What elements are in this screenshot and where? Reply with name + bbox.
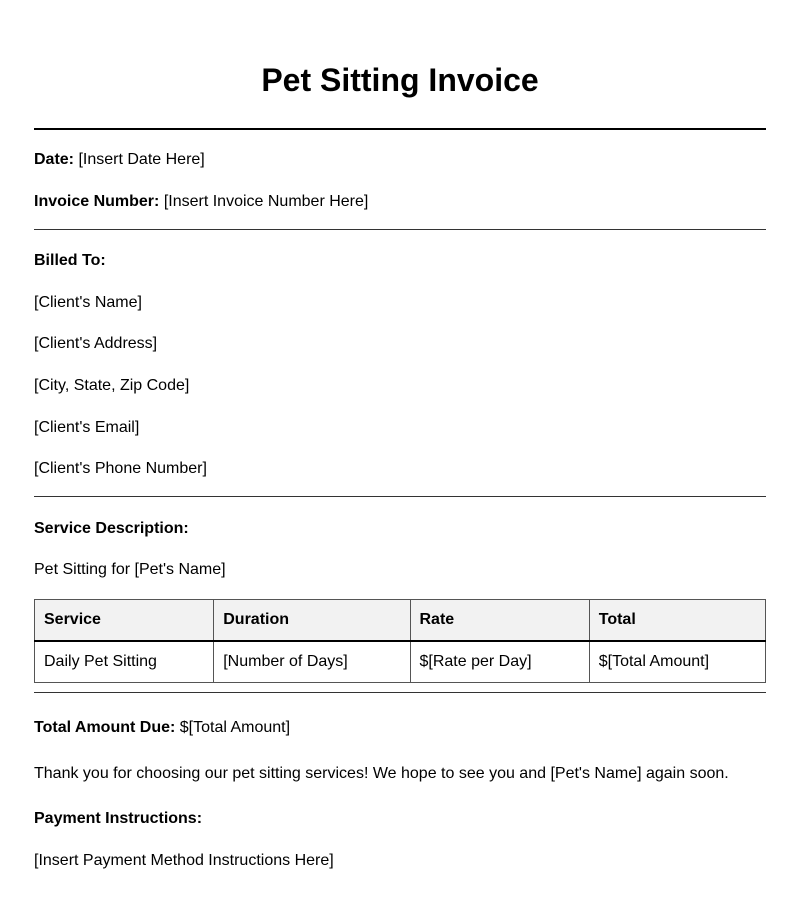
total-due-value: $[Total Amount] (179, 719, 291, 736)
client-address: [Client's Address] (34, 335, 158, 352)
page-title: Pet Sitting Invoice (261, 62, 539, 98)
title-divider (34, 128, 766, 130)
table-divider (34, 692, 766, 693)
service-description-label: Service Description: (34, 520, 189, 537)
billed-to-divider (34, 496, 766, 497)
date-line (34, 150, 205, 170)
payment-instructions-heading (34, 809, 202, 829)
meta-divider (34, 229, 766, 230)
date-value: [Insert Date Here] (78, 151, 205, 168)
header-total: Total (589, 600, 765, 641)
client-city-state-zip: [City, State, Zip Code] (34, 377, 190, 394)
thank-you-message: Thank you for choosing our pet sitting services! We hope to see you and [Pet's Name] again soon. (34, 765, 729, 782)
payment-instructions-label: Payment Instructions: (34, 810, 203, 827)
service-description-heading (34, 519, 189, 539)
invoice-number-value: [Insert Invoice Number Here] (163, 193, 369, 210)
service-description-text: Pet Sitting for [Pet's Name] (34, 561, 226, 578)
table-row (35, 641, 766, 683)
billed-to-heading (34, 251, 106, 271)
client-email: [Client's Email] (34, 419, 140, 436)
date-label: Date: (34, 151, 75, 168)
invoice-number-line (34, 192, 368, 212)
cell-total: $[Total Amount] (589, 641, 765, 683)
table-header-row (35, 600, 766, 641)
billed-to-label: Billed To: (34, 252, 106, 269)
client-name: [Client's Name] (34, 294, 142, 311)
header-duration: Duration (214, 600, 410, 641)
header-service: Service (35, 600, 214, 641)
total-due-line (34, 718, 290, 738)
cell-duration: [Number of Days] (214, 641, 410, 683)
header-rate: Rate (410, 600, 589, 641)
cell-rate: $[Rate per Day] (410, 641, 589, 683)
payment-instructions-text: [Insert Payment Method Instructions Here] (34, 852, 334, 869)
invoice-number-label: Invoice Number: (34, 193, 160, 210)
services-table (34, 599, 766, 683)
client-phone: [Client's Phone Number] (34, 460, 207, 477)
cell-service: Daily Pet Sitting (35, 641, 214, 683)
total-due-label: Total Amount Due: (34, 719, 176, 736)
